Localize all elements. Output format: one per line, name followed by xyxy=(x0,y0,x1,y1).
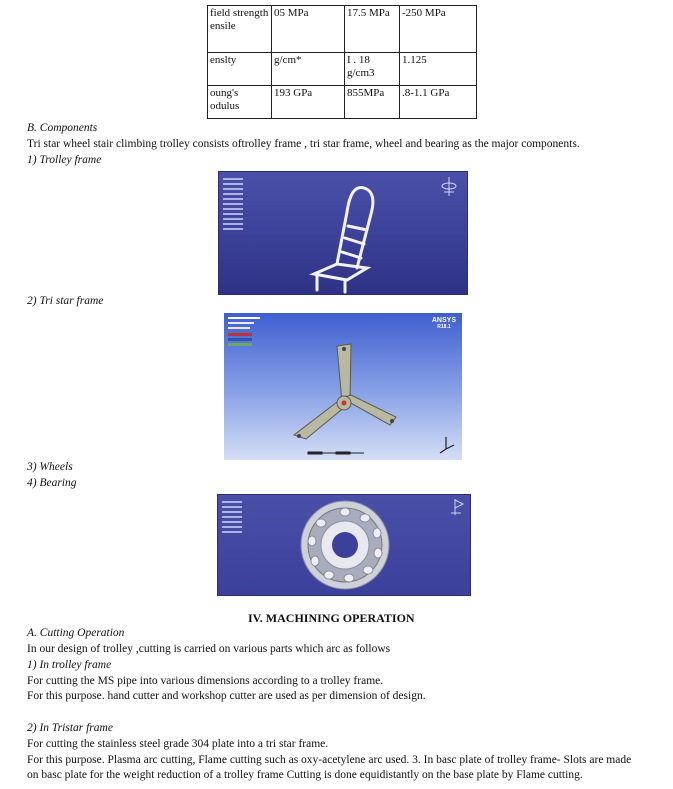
bearing-figure xyxy=(217,494,471,596)
table-cell: field strength ensile xyxy=(208,6,272,53)
trolley-frame-model xyxy=(219,172,467,294)
table-cell: -250 MPa xyxy=(400,6,477,53)
table-cell: .8-1.1 GPa xyxy=(400,86,477,119)
table-cell: I . 18 g/cm3 xyxy=(345,53,400,86)
paragraph: For cutting the MS pipe into various dimensions according to a trolley frame. xyxy=(27,675,384,687)
bearing-model xyxy=(218,495,470,595)
paragraph: For this purpose. hand cutter and workshop cutter are used as per dimension of design. xyxy=(27,690,426,702)
item-wheels: 3) Wheels xyxy=(27,461,73,473)
table-cell: 193 GPa xyxy=(272,86,345,119)
properties-table xyxy=(207,5,477,119)
item-trolley-frame: 1) Trolley frame xyxy=(27,154,102,166)
components-intro: Tri star wheel stair climbing trolley consists oftrolley frame , tri star frame, wheel and bearing as the major components. xyxy=(27,138,580,150)
table-cell: 05 MPa xyxy=(272,6,345,53)
paragraph: on basc plate for the weight reduction of a trolley frame Cutting is done equidistantly on the base plate by Flame cutting. xyxy=(27,769,583,781)
table-cell: 1.125 xyxy=(400,53,477,86)
table-cell: g/cm* xyxy=(272,53,345,86)
table-cell: 855MPa xyxy=(345,86,400,119)
tri-star-frame-figure xyxy=(224,313,462,460)
table-row xyxy=(208,6,477,53)
trolley-frame-figure xyxy=(218,171,468,295)
tri-star-model xyxy=(224,313,462,460)
table-cell: oung's odulus xyxy=(208,86,272,119)
table-cell: 17.5 MPa xyxy=(345,6,400,53)
item-tri-star-frame: 2) Tri star frame xyxy=(27,295,104,307)
item-bearing: 4) Bearing xyxy=(27,477,77,489)
paragraph: For this purpose. Plasma arc cutting, Flame cutting such as oxy-acetylene arc used. 3. In basc plate of trolley frame- Slots are made xyxy=(27,754,632,766)
table-row xyxy=(208,86,477,119)
cutting-operation-heading: A. Cutting Operation xyxy=(27,627,125,639)
components-heading: B. Components xyxy=(27,122,98,134)
subheading-tristar-frame: 2) In Tristar frame xyxy=(27,722,113,734)
section-heading: IV. MACHINING OPERATION xyxy=(248,611,415,625)
paragraph: In our design of trolley ,cutting is carried on various parts which arc as follows xyxy=(27,643,391,655)
ansys-logo: ANSYS R18.1 xyxy=(431,317,456,330)
paragraph: For cutting the stainless steel grade 304 plate into a tri star frame. xyxy=(27,738,329,750)
table-row xyxy=(208,53,477,86)
subheading-trolley-frame: 1) In trolley frame xyxy=(27,659,112,671)
table-cell: enslty xyxy=(208,53,272,86)
